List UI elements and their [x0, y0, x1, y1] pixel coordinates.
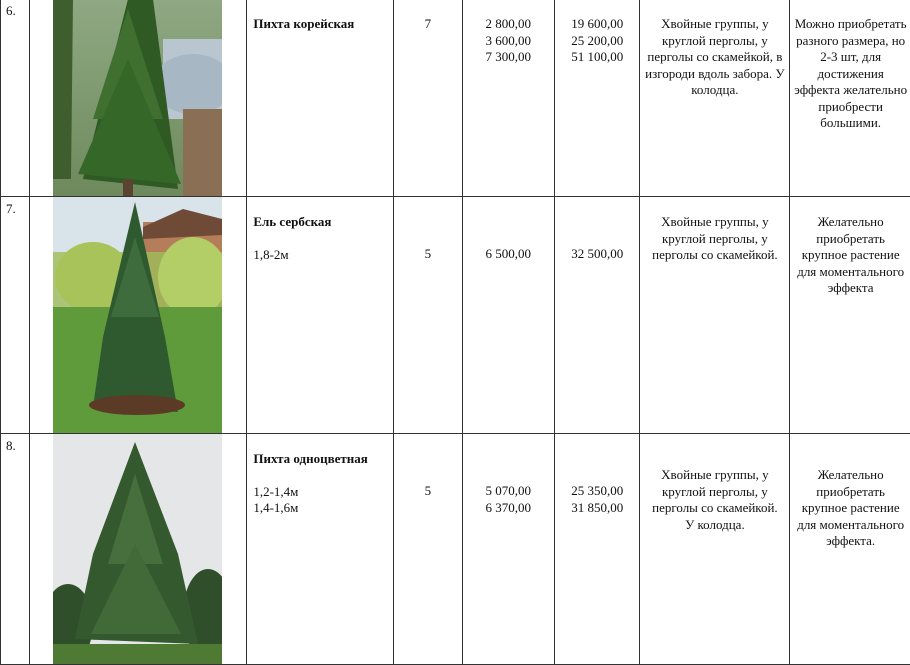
plant-name-cell: [247, 0, 394, 197]
placement-text: Хвойные группы, у круглой перголы, у перголы со скамейкой.: [643, 467, 786, 517]
photo-cell: [30, 434, 247, 665]
total-cell: [555, 0, 640, 197]
plant-name-cell: [247, 197, 394, 434]
placement-cell: Хвойные группы, у круглой перголы, у перголы со скамейкой, в изгороди вдоль забора. У колодца.: [640, 0, 790, 197]
quantity-cell: [394, 434, 462, 665]
price-value: 6 370,00: [463, 500, 555, 517]
table-row: [1, 0, 910, 197]
quantity-cell: 7: [394, 0, 462, 197]
note-cell: [790, 434, 910, 665]
white-fir-photo: [53, 434, 222, 664]
quantity-cell: [394, 197, 462, 434]
total-value: 25 350,00: [555, 483, 639, 500]
price-value: 6 500,00: [463, 246, 555, 263]
plant-name: Ель сербская: [253, 214, 389, 231]
note-text: Желательно приобретать крупное растение для моментального эффекта.: [793, 467, 908, 550]
quantity-value: 5: [394, 483, 461, 500]
price-cell: [462, 434, 555, 665]
price-value: 3 600,00: [463, 33, 555, 50]
row-number: 6.: [1, 0, 30, 197]
row-number: 7.: [1, 197, 30, 434]
plant-name: Пихта одноцветная: [253, 451, 389, 468]
plant-size-list: [253, 484, 389, 517]
price-value: 2 800,00: [463, 16, 555, 33]
photo-cell: [30, 0, 247, 197]
total-value: 25 200,00: [555, 33, 639, 50]
plant-size: 1,8-2м: [253, 247, 389, 264]
price-value: 5 070,00: [463, 483, 555, 500]
plant-size: 1,4-1,6м: [253, 500, 389, 517]
korean-fir-photo: [53, 0, 222, 196]
plant-name: Пихта корейская: [253, 16, 389, 33]
total-value: 31 850,00: [555, 500, 639, 517]
placement-text: У колодца.: [643, 517, 786, 534]
note-cell: Можно приобретать разного размера, но 2-3 шт, для достижения эффекта желательно приобрести большими.: [790, 0, 910, 197]
plant-size: 1,2-1,4м: [253, 484, 389, 501]
price-value: 7 300,00: [463, 49, 555, 66]
quantity-value: 5: [394, 246, 461, 263]
total-cell: [555, 197, 640, 434]
table-row: [1, 197, 910, 434]
placement-cell: Хвойные группы, у круглой перголы, у перголы со скамейкой.: [640, 197, 790, 434]
serbian-spruce-photo: [53, 197, 222, 433]
note-cell: Желательно приобретать крупное растение для моментального эффекта: [790, 197, 910, 434]
total-value: 19 600,00: [555, 16, 639, 33]
price-cell: [462, 0, 555, 197]
placement-cell: [640, 434, 790, 665]
table-row: [1, 434, 910, 665]
photo-cell: [30, 197, 247, 434]
total-value: 32 500,00: [555, 246, 639, 263]
row-number: 8.: [1, 434, 30, 665]
total-value: 51 100,00: [555, 49, 639, 66]
price-cell: [462, 197, 555, 434]
total-cell: [555, 434, 640, 665]
plant-name-cell: [247, 434, 394, 665]
